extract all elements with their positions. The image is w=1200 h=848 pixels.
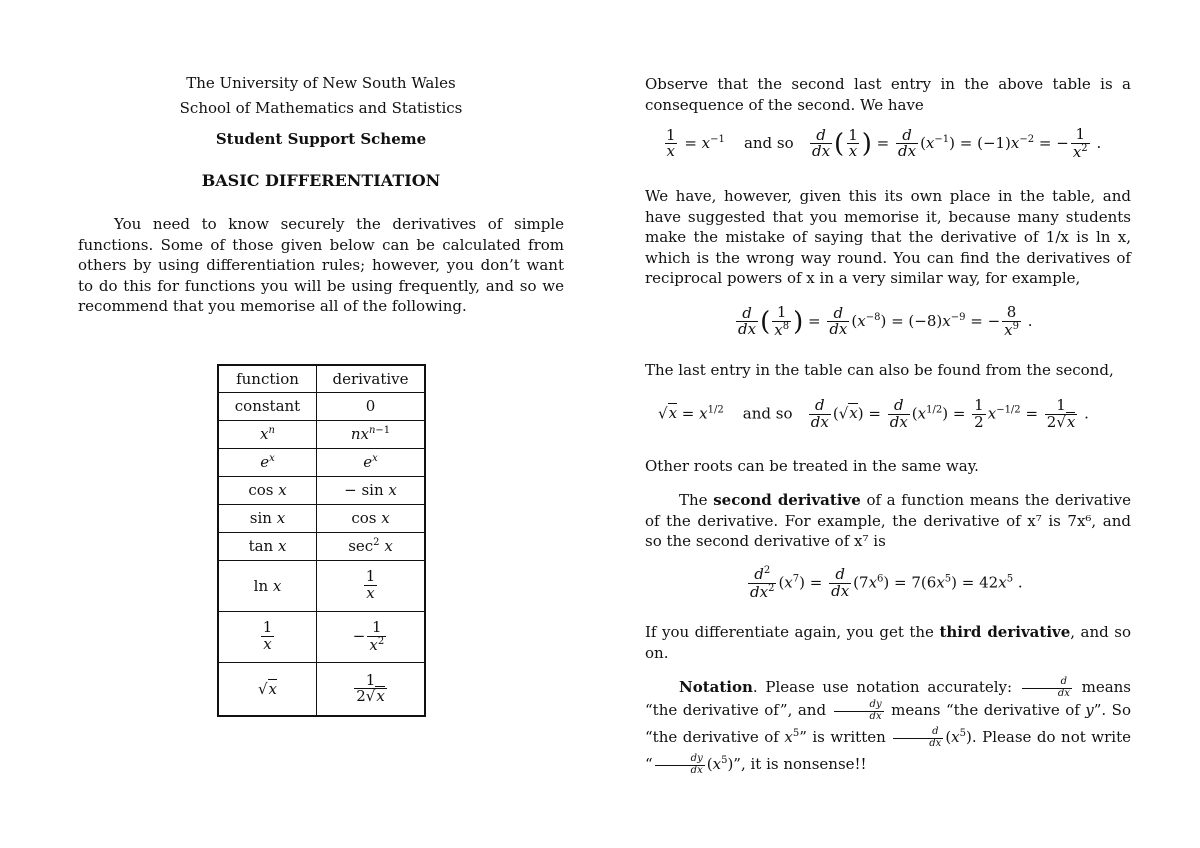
table-cell-derivative: 0 [317, 392, 426, 420]
table-cell-derivative: − $\frac{1}{x^2}$ [317, 611, 426, 662]
table-row [218, 448, 425, 476]
equation-second-derivative: $\frac{d^2}{dx^2}$ $(x^7)$ = $\frac{d}{dx}$ $(7x^6) = 7(6x^5) = 42x^5$ . [750, 565, 1023, 601]
and-so-text: and so [742, 404, 793, 423]
table-row [218, 560, 425, 611]
table-cell-derivative: $e^x$ [317, 448, 426, 476]
table-row [218, 420, 425, 448]
page-title: BASIC DIFFERENTIATION [201, 171, 441, 190]
table-row [218, 392, 425, 420]
third-derivative-term: third derivative [939, 623, 1071, 641]
table-cell-function: √x [218, 662, 317, 716]
paragraph-last-entry: The last entry in the table can also be found from the second, [645, 361, 1114, 379]
table-header-row [218, 365, 425, 392]
table-cell-function: $e^x$ [218, 448, 317, 476]
table-cell-derivative: − sin x [317, 476, 426, 504]
university-name: The University of New South Wales [186, 74, 456, 92]
second-derivative-term: second derivative [713, 491, 861, 509]
paragraph-other-roots: Other roots can be treated in the same way. [645, 457, 979, 475]
table-row [218, 532, 425, 560]
equation-reciprocal: $\frac{1}{x}$ = $x^{-1}$ and so $\frac{d}{dx}$ ( $\frac{1}{x}$ ) = $\frac{d}{dx}$ $(x^{-1}) = (-1)x^{-2}$ = − $\frac{1}{x^2}$ . [666, 125, 1102, 161]
derivative-table [217, 364, 426, 717]
table-cell-function: ln x [218, 560, 317, 611]
paragraph-however: We have, however, given this its own place in the table, and have suggested that you memorise it, because many students make the mistake of saying that the derivative of 1/x is ln x, which is the wrong way round. You can find the derivatives of reciprocal powers of x in a very similar way, for example, [645, 187, 1131, 287]
notation-label: Notation [679, 678, 753, 696]
table-cell-derivative: cos x [317, 504, 426, 532]
table-row [218, 611, 425, 662]
paragraph-third-derivative: If you differentiate again, you get the third derivative, and so on. [645, 623, 1131, 662]
table-cell-derivative: $\sec^2 x$ [317, 532, 426, 560]
table-cell-derivative: $\frac{1}{2√x}$ [317, 662, 426, 716]
table-cell-function: cos x [218, 476, 317, 504]
intro-paragraph: You need to know securely the derivatives of simple functions. Some of those given below can be calculated from others by using differentiation rules; however, you don’t want to do this for functions you will be using frequently, and so we recommend that you memorise all of the following. [78, 215, 564, 315]
paragraph-second-derivative: The second derivative of a function means the derivative of the derivative. For example, the derivative of x⁷ is 7x⁶, and so the second derivative of x⁷ is [645, 491, 1131, 550]
table-cell-function: $\frac{1}{x}$ [218, 611, 317, 662]
table-header-derivative: derivative [317, 365, 426, 392]
paragraph-observe: Observe that the second last entry in the above table is a consequence of the second. We have [645, 75, 1131, 114]
school-name: School of Mathematics and Statistics [179, 99, 463, 117]
table-cell-derivative: $nx^{n-1}$ [317, 420, 426, 448]
scheme-name: Student Support Scheme [215, 130, 427, 148]
equation-square-root: $√x = x^{1/2}$ and so $\frac{d}{dx}$ (√x) = $\frac{d}{dx}$ $(x^{1/2})$ = $\frac{1}{2}$ $x^{-1/2}$ = $\frac{1}{2√x}$ . [658, 396, 1089, 431]
table-header-function: function [218, 365, 317, 392]
table-row [218, 504, 425, 532]
table-cell-derivative: $\frac{1}{x}$ [317, 560, 426, 611]
table-row [218, 476, 425, 504]
table-cell-function: sin x [218, 504, 317, 532]
table-cell-function: tan x [218, 532, 317, 560]
and-so-text: and so [743, 133, 794, 152]
paragraph-notation: Notation. Please use notation accurately: $\frac{d}{dx}$ means “the derivative of”, and $\frac{dy}{dx}$ means “the derivative of y”. So “the derivative of $x^5$” is written $\frac{d}{dx}$ $(x^5)$. Please do not write “ $\frac{dy}{dx}$ $(x^5)$”, it is nonsense!! [645, 676, 1131, 776]
table-cell-function: $x^n$ [218, 420, 317, 448]
table-cell-function: constant [218, 392, 317, 420]
table-row [218, 662, 425, 716]
equation-reciprocal-power: $\frac{d}{dx}$ ( $\frac{1}{x^8}$ ) = $\frac{d}{dx}$ $(x^{-8}) = (-8)x^{-9}$ = − $\frac{8}{x^9}$ . [738, 303, 1033, 339]
